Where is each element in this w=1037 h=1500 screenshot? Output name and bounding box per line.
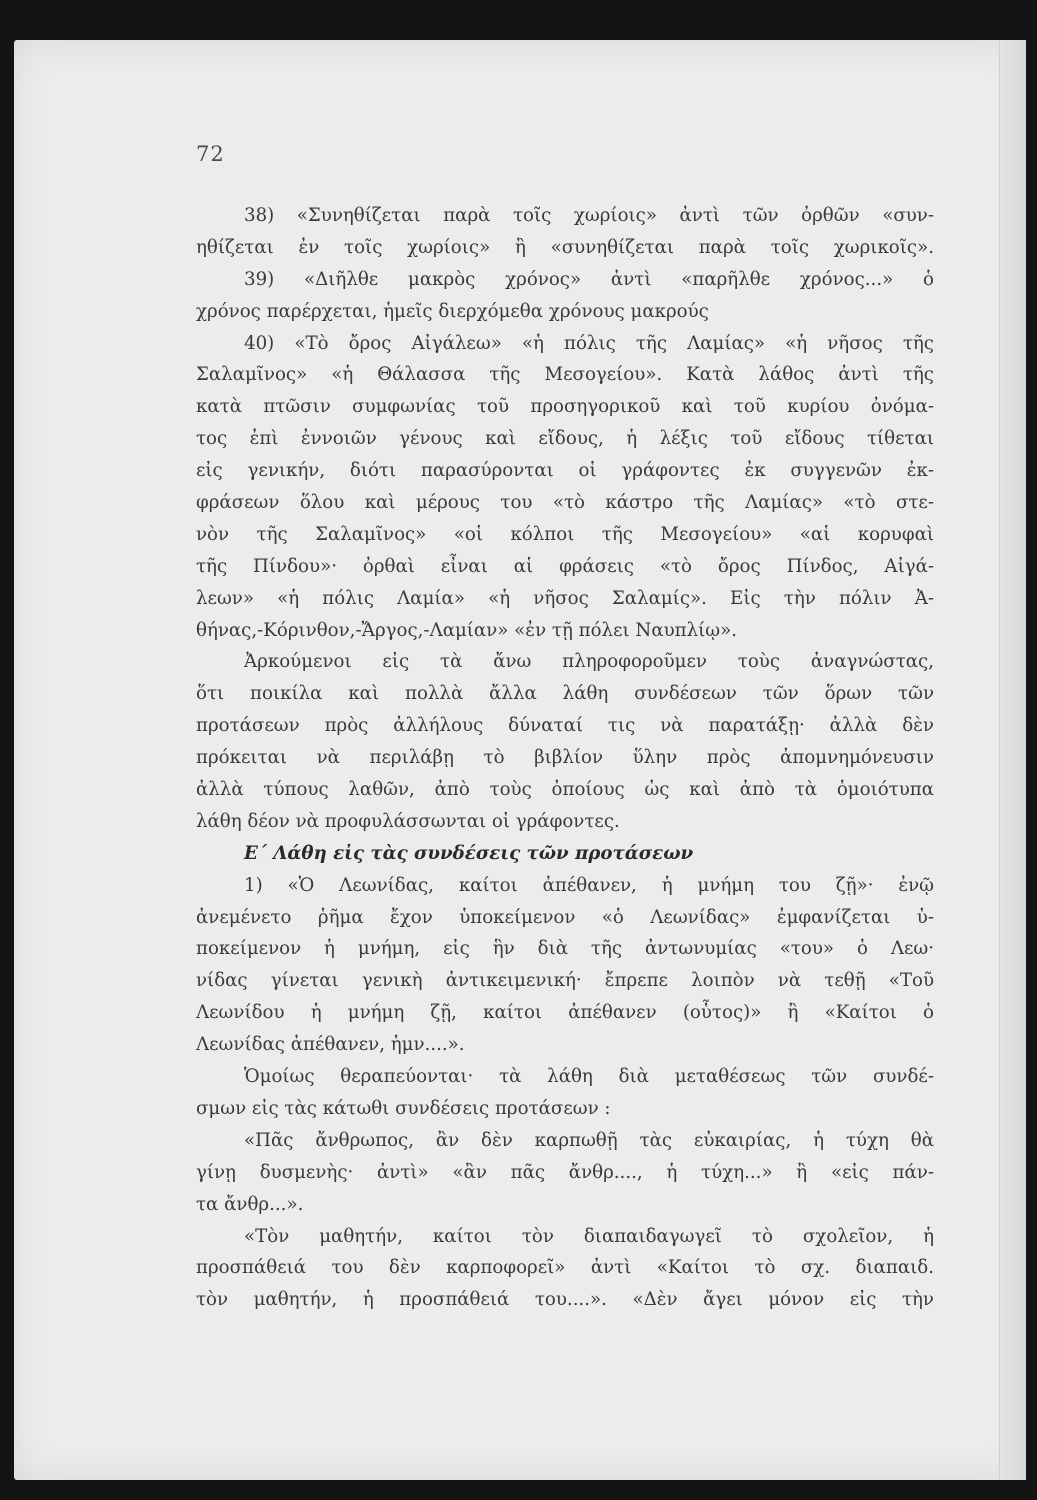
text-line: 1) «Ὁ Λεωνίδας, καίτοι ἀπέθανεν, ἡ μνήμη του ζῇ»· ἐνῷ bbox=[244, 874, 934, 896]
text-line: ηθίζεται ἐν τοῖς χωρίοις» ἢ «συνηθίζεται παρὰ τοῖς χωρικοῖς». bbox=[196, 236, 934, 258]
text-line: γίνῃ δυσμενὴς· ἀντὶ» «ἂν πᾶς ἄνθρ...., ἡ τύχη...» ἢ «εἰς πάν- bbox=[196, 1161, 934, 1183]
text-line: τος ἐπὶ ἐννοιῶν γένους καὶ εἴδους, ἡ λέξις τοῦ εἴδους τίθεται bbox=[196, 428, 934, 450]
text-line: λεων» «ἡ πόλις Λαμία» «ἡ νῆσος Σαλαμίς». Εἰς τὴν πόλιν Ἀ- bbox=[196, 587, 934, 609]
text-line: ὅτι ποικίλα καὶ πολλὰ ἄλλα λάθη συνδέσεων τῶν ὅρων τῶν bbox=[196, 683, 934, 705]
text-line: σμων εἰς τὰς κάτωθι συνδέσεις προτάσεων : bbox=[196, 1097, 611, 1119]
text-line: εἰς γενικήν, διότι παρασύρονται οἱ γράφοντες ἐκ συγγενῶν ἐκ- bbox=[196, 460, 934, 482]
text-line: Λεωνίδας ἀπέθανεν, ἡμν....». bbox=[196, 1034, 465, 1056]
text-line: προτάσεων πρὸς ἀλλήλους δύναταί τις νὰ παρατάξῃ· ἀλλὰ δὲν bbox=[196, 715, 934, 737]
text-line: θήνας,-Κόρινθον,-Ἄργος,-Λαμίαν» «ἐν τῇ πόλει Ναυπλίῳ». bbox=[196, 619, 738, 641]
page-edge bbox=[999, 40, 1026, 1480]
text-line: τῆς Πίνδου»· ὀρθαὶ εἶναι αἱ φράσεις «τὸ ὄρος Πίνδος, Αἰγά- bbox=[196, 555, 934, 577]
text-line: λάθη δέον νὰ προφυλάσσωνται οἱ γράφοντες. bbox=[196, 810, 620, 832]
text-line: προσπάθειά του δὲν καρποφορεῖ» ἀντὶ «Καίτοι τὸ σχ. διαπαιδ. bbox=[196, 1257, 934, 1279]
text-line: Ὁμοίως θεραπεύονται· τὰ λάθη διὰ μεταθέσεως τῶν συνδέ- bbox=[244, 1066, 934, 1088]
text-line: 39) «Διῆλθε μακρὸς χρόνος» ἀντὶ «παρῆλθε χρόνος...» ὁ bbox=[244, 268, 934, 290]
text-line: χρόνος παρέρχεται, ἡμεῖς διερχόμεθα χρόνους μακρούς bbox=[196, 300, 709, 322]
text-line: ἀνεμένετο ῥῆμα ἔχον ὑποκείμενον «ὁ Λεωνίδας» ἐμφανίζεται ὑ- bbox=[196, 906, 934, 928]
text-line: ποκείμενον ἡ μνήμη, εἰς ἣν διὰ τῆς ἀντωνυμίας «του» ὁ Λεω· bbox=[196, 938, 934, 960]
text-line: «Τὸν μαθητήν, καίτοι τὸν διαπαιδαγωγεῖ τὸ σχολεῖον, ἡ bbox=[244, 1225, 934, 1247]
text-line: νίδας γίνεται γενικὴ ἀντικειμενική· ἔπρεπε λοιπὸν νὰ τεθῇ «Τοῦ bbox=[196, 970, 934, 992]
text-line: 40) «Τὸ ὄρος Αἰγάλεω» «ἡ πόλις τῆς Λαμίας» «ἡ νῆσος τῆς bbox=[244, 332, 934, 354]
text-line: κατὰ πτῶσιν συμφωνίας τοῦ προσηγορικοῦ καὶ τοῦ κυρίου ὀνόμα- bbox=[196, 396, 934, 418]
text-line: τὸν μαθητήν, ἡ προσπάθειά του....». «Δὲν ἄγει μόνον εἰς τὴν bbox=[196, 1289, 934, 1311]
section-heading: Ε΄ Λάθη εἰς τὰς συνδέσεις τῶν προτάσεων bbox=[244, 842, 694, 864]
page-number: 72 bbox=[196, 142, 225, 166]
page-body-text bbox=[196, 200, 934, 1316]
text-line: ἀλλὰ τύπους λαθῶν, ἀπὸ τοὺς ὁποίους ὡς καὶ ἀπὸ τὰ ὁμοιότυπα bbox=[196, 779, 934, 801]
text-line: Ἀρκούμενοι εἰς τὰ ἄνω πληροφοροῦμεν τοὺς ἀναγνώστας, bbox=[244, 651, 934, 673]
text-line: νὸν τῆς Σαλαμῖνος» «οἱ κόλποι τῆς Μεσογείου» «αἱ κορυφαὶ bbox=[196, 523, 934, 545]
text-line: πρόκειται νὰ περιλάβῃ τὸ βιβλίον ὕλην πρὸς ἀπομνημόνευσιν bbox=[196, 747, 934, 769]
text-line: Λεωνίδου ἡ μνήμη ζῇ, καίτοι ἀπέθανεν (οὗτος)» ἢ «Καίτοι ὁ bbox=[196, 1002, 934, 1024]
text-line: Σαλαμῖνος» «ἡ Θάλασσα τῆς Μεσογείου». Κατὰ λάθος ἀντὶ τῆς bbox=[196, 364, 934, 386]
text-line: 38) «Συνηθίζεται παρὰ τοῖς χωρίοις» ἀντὶ τῶν ὀρθῶν «συν- bbox=[244, 205, 934, 226]
text-line: «Πᾶς ἄνθρωπος, ἂν δὲν καρπωθῇ τὰς εὐκαιρίας, ἡ τύχη θὰ bbox=[244, 1129, 934, 1151]
text-line: τα ἄνθρ...». bbox=[196, 1193, 304, 1215]
text-line: φράσεων ὅλου καὶ μέρους του «τὸ κάστρο τῆς Λαμίας» «τὸ στε- bbox=[196, 492, 934, 514]
